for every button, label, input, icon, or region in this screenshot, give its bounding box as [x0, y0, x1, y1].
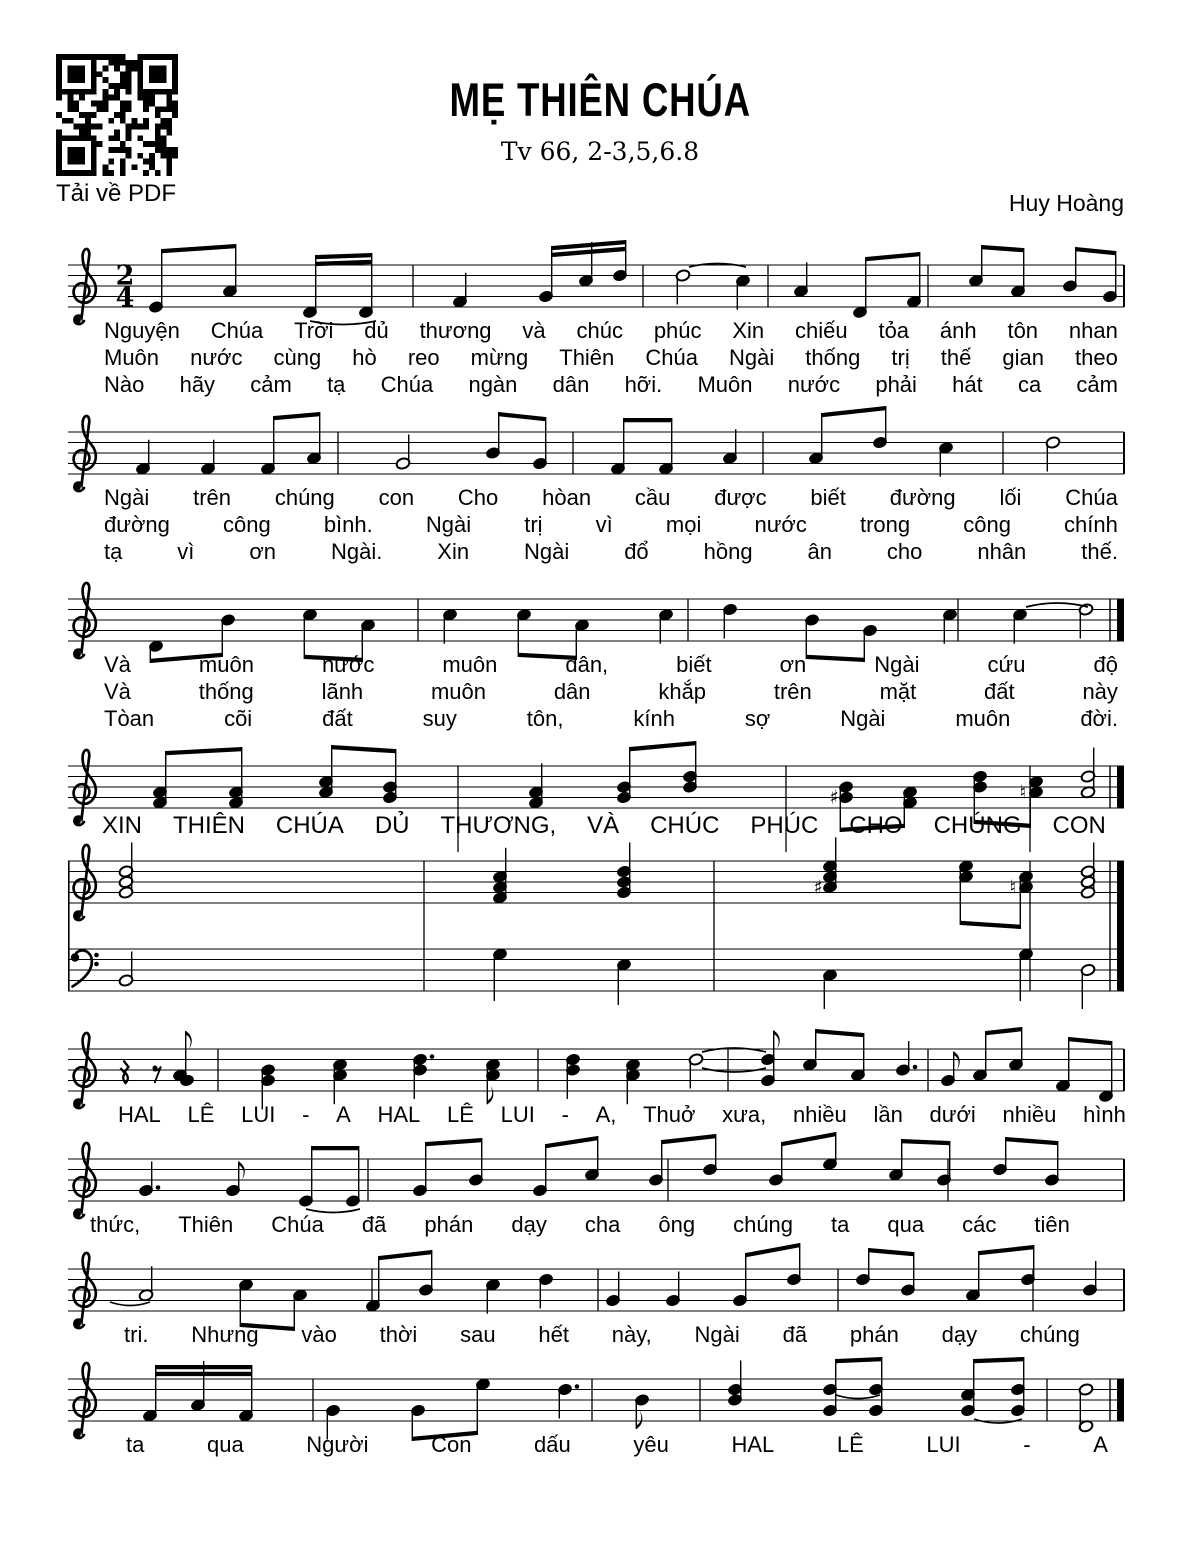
lyric-word: DỦ — [374, 812, 410, 839]
lyric-word: CHÚA — [275, 812, 344, 839]
lyric-word: cảm — [250, 372, 292, 397]
lyric-word: nhân — [977, 539, 1027, 564]
download-pdf-link[interactable]: Tải về PDF — [56, 180, 177, 207]
lyric-word: THIÊN — [172, 812, 245, 839]
lyric-word: đường — [889, 485, 956, 510]
lyric-word: nhiều — [1002, 1102, 1057, 1127]
lyric-word: khắp — [658, 679, 707, 704]
lyric-word: và — [522, 318, 546, 343]
lyric-word: theo — [1075, 345, 1118, 370]
lyric-word: tỏa — [878, 318, 910, 343]
svg-text:♮: ♮ — [1019, 781, 1027, 804]
staff-system — [68, 1243, 1132, 1348]
lyric-word: muôn — [442, 652, 498, 677]
lyric-line — [68, 1211, 1132, 1238]
lyric-word: xưa, — [722, 1102, 767, 1127]
lyric-word: đất — [984, 679, 1015, 704]
lyric-word: mừng — [470, 345, 529, 370]
lyric-word: đường — [104, 512, 170, 537]
staff-notation — [68, 1133, 1132, 1211]
lyric-word: trị — [524, 512, 543, 537]
lyric-word: này — [1082, 679, 1118, 704]
lyric-word: ơn — [249, 539, 277, 564]
lyric-word: qua — [887, 1212, 925, 1237]
lyric-word: Con — [431, 1432, 472, 1457]
lyrics-block — [68, 1211, 1132, 1238]
lyric-word: hòan — [542, 485, 592, 510]
lyric-word: Chúa — [1065, 485, 1118, 510]
lyric-word: Nguyện — [104, 318, 180, 343]
lyric-word: Ngài — [874, 652, 920, 677]
lyric-word: LÊ — [836, 1432, 864, 1457]
lyric-word: trên — [193, 485, 231, 510]
lyric-line — [68, 678, 1132, 705]
lyric-line — [68, 705, 1132, 732]
lyric-word: đã — [782, 1322, 808, 1347]
lyric-word: Trời — [294, 318, 334, 343]
lyric-word: gian — [1002, 345, 1044, 370]
lyric-word: LUI — [926, 1432, 961, 1457]
piano-grand-staff — [68, 843, 1132, 1013]
lyric-word: độ — [1093, 652, 1118, 677]
lyric-word: thế — [940, 345, 972, 370]
lyric-word: reo — [407, 345, 440, 370]
lyric-word: mọi — [665, 512, 702, 537]
lyric-word: ơn — [779, 652, 807, 677]
lyric-word: đổ — [624, 539, 649, 564]
lyric-word: lãnh — [321, 679, 364, 704]
lyric-word: nước — [321, 652, 375, 677]
lyric-line — [68, 344, 1132, 371]
lyric-word: Chúa — [645, 345, 698, 370]
lyric-word: thế. — [1081, 539, 1118, 564]
lyric-word: được — [714, 485, 767, 510]
qr-block — [56, 54, 184, 208]
lyric-word: Ngài — [104, 485, 150, 510]
lyric-word: cùng — [273, 345, 322, 370]
lyric-word: PHÚC — [750, 812, 819, 839]
lyric-word: Và — [104, 652, 131, 677]
lyric-word: CHÚNG — [933, 812, 1022, 839]
lyric-word: này, — [611, 1322, 652, 1347]
staff-notation — [68, 843, 1132, 1013]
lyric-word: A, — [595, 1102, 617, 1127]
lyric-word: nhiều — [792, 1102, 847, 1127]
lyric-word: cảm — [1076, 372, 1118, 397]
lyric-word: Ngài — [425, 512, 472, 537]
lyric-word: cha — [584, 1212, 621, 1237]
lyric-line — [68, 1431, 1132, 1458]
lyrics-block — [68, 484, 1132, 565]
lyric-word: công — [222, 512, 271, 537]
lyric-word: CON — [1052, 812, 1106, 839]
song-title: MẸ THIÊN CHÚA — [449, 73, 751, 126]
lyric-word: suy — [422, 706, 457, 731]
lyric-word: lối — [999, 485, 1022, 510]
lyric-word: Muôn — [104, 345, 160, 370]
lyric-word: Tòan — [104, 706, 155, 731]
lyrics-block — [68, 651, 1132, 732]
svg-text:♯: ♯ — [829, 786, 839, 809]
svg-text:♯: ♯ — [813, 876, 823, 899]
lyric-word: A — [1093, 1432, 1108, 1457]
lyric-word: ta — [126, 1432, 145, 1457]
lyric-word: Xin — [437, 539, 470, 564]
lyric-word: Thuở — [643, 1102, 696, 1127]
lyrics-block — [68, 317, 1132, 398]
lyric-word: dạy — [941, 1322, 978, 1347]
lyric-word: đã — [361, 1212, 387, 1237]
lyric-word: Nhưng — [191, 1322, 259, 1347]
lyric-word: tiên — [1034, 1212, 1070, 1237]
lyric-word: biết — [676, 652, 712, 677]
staff-notation — [68, 573, 1132, 651]
staff-notation — [68, 239, 1132, 317]
lyric-word: con — [378, 485, 415, 510]
lyric-word: LÊ — [447, 1102, 474, 1127]
staff-system — [68, 239, 1132, 398]
lyric-word: qua — [206, 1432, 244, 1457]
lyric-word: HAL — [731, 1432, 775, 1457]
lyric-word: VÀ — [587, 812, 620, 839]
lyric-word: ta — [831, 1212, 850, 1237]
lyric-word: vì — [177, 539, 195, 564]
lyric-word: công — [963, 512, 1011, 537]
lyric-word: nước — [754, 512, 807, 537]
lyric-word: trên — [773, 679, 812, 704]
lyric-word: ca — [1017, 372, 1042, 397]
lyric-line — [68, 651, 1132, 678]
lyric-word: CHÚC — [650, 812, 720, 839]
lyrics-block — [68, 1321, 1132, 1348]
staff-system — [68, 1133, 1132, 1238]
lyric-word: HAL — [377, 1102, 421, 1127]
lyric-line — [68, 1321, 1132, 1348]
lyric-word: nhan — [1068, 318, 1118, 343]
lyric-word: XIN — [102, 812, 143, 839]
lyric-word: dân — [553, 679, 591, 704]
lyric-word: cứu — [987, 652, 1026, 677]
lyric-word: nước — [190, 345, 243, 370]
lyric-word: Nào — [104, 372, 145, 397]
lyric-word: hết — [538, 1322, 569, 1347]
lyrics-block — [68, 812, 1132, 839]
lyric-word: Cho — [457, 485, 499, 510]
lyric-word: Xin — [732, 318, 765, 343]
lyric-word: yêu — [633, 1432, 669, 1457]
lyric-word: biết — [810, 485, 846, 510]
lyric-word: THƯƠNG, — [440, 812, 557, 839]
staff-system — [68, 1353, 1132, 1458]
lyric-word: sau — [460, 1322, 496, 1347]
lyric-word: hãy — [179, 372, 216, 397]
lyric-word: CHO — [849, 812, 903, 839]
lyric-word: Ngài — [694, 1322, 740, 1347]
lyric-line — [68, 371, 1132, 398]
lyric-word: Thiên — [178, 1212, 234, 1237]
lyric-word: thương — [419, 318, 492, 343]
lyric-word: Ngài — [840, 706, 886, 731]
lyric-word: Chúa — [380, 372, 434, 397]
staff-system — [68, 740, 1132, 839]
lyric-word: phải — [875, 372, 917, 397]
lyric-word: lần — [873, 1102, 903, 1127]
lyric-word: chúng — [1019, 1322, 1080, 1347]
lyric-word: HAL — [118, 1102, 161, 1127]
lyric-word: thời — [379, 1322, 418, 1347]
svg-text:4: 4 — [115, 282, 135, 314]
score — [68, 239, 1132, 1458]
lyrics-block — [68, 1101, 1132, 1128]
lyric-word: chúc — [576, 318, 623, 343]
lyric-word: chính — [1064, 512, 1118, 537]
lyric-word: dạy — [511, 1212, 547, 1237]
lyric-word: dấu — [534, 1432, 571, 1457]
lyric-word: vì — [595, 512, 613, 537]
lyric-line — [68, 1101, 1132, 1128]
lyric-word: LUI — [241, 1102, 276, 1127]
lyric-word: muôn — [198, 652, 254, 677]
lyric-line — [68, 511, 1132, 538]
lyric-word: Và — [104, 679, 131, 704]
lyric-word: muôn — [430, 679, 487, 704]
lyric-word: hình — [1083, 1102, 1126, 1127]
lyric-word: dân, — [565, 652, 609, 677]
lyric-word: thống — [805, 345, 861, 370]
lyric-word: dủ — [364, 318, 389, 343]
lyric-word: cho — [886, 539, 923, 564]
lyric-word: - — [1023, 1432, 1031, 1457]
lyric-word: Thiên — [559, 345, 615, 370]
lyric-word: Ngài — [728, 345, 775, 370]
lyric-word: tôn, — [526, 706, 564, 731]
lyric-word: ánh — [939, 318, 977, 343]
staff-system — [68, 573, 1132, 732]
staff-notation — [68, 1353, 1132, 1431]
lyric-line — [68, 538, 1132, 565]
lyric-word: các — [962, 1212, 997, 1237]
lyric-word: ông — [658, 1212, 696, 1237]
staff-notation — [68, 406, 1132, 484]
lyric-word: đời. — [1080, 706, 1118, 731]
lyric-line — [68, 317, 1132, 344]
staff-notation — [68, 1243, 1132, 1321]
lyric-word: LUI — [500, 1102, 535, 1127]
song-subtitle: Tv 66, 2-3,5,6.8 — [500, 137, 700, 166]
lyric-word: ngàn — [468, 372, 518, 397]
lyric-word: A — [336, 1102, 351, 1127]
lyric-word: - — [302, 1102, 310, 1127]
lyric-word: tôn — [1007, 318, 1039, 343]
lyric-word: vào — [301, 1322, 337, 1347]
lyric-line — [68, 484, 1132, 511]
lyric-word: mặt — [879, 679, 917, 704]
lyrics-block — [68, 1431, 1132, 1458]
lyric-word: nước — [787, 372, 841, 397]
lyric-word: chúng — [274, 485, 335, 510]
composer-name: Huy Hoàng — [1008, 190, 1124, 216]
lyric-word: tạ — [104, 539, 123, 564]
lyric-word: Muôn — [697, 372, 753, 397]
lyric-word: phúc — [653, 318, 702, 343]
lyric-word: cầu — [634, 485, 671, 510]
lyric-word: muôn — [955, 706, 1011, 731]
lyric-word: phán — [424, 1212, 474, 1237]
lyric-word: phán — [849, 1322, 899, 1347]
lyric-word: chúng — [733, 1212, 794, 1237]
qr-code — [56, 54, 178, 176]
lyric-word: dân — [552, 372, 590, 397]
lyric-word: thức, — [90, 1212, 141, 1237]
lyric-word: ân — [807, 539, 832, 564]
lyric-word: trị — [891, 345, 910, 370]
lyric-line — [68, 812, 1132, 839]
lyric-word: hỡi. — [624, 372, 663, 397]
lyric-word: - — [561, 1102, 569, 1127]
lyric-word: dưới — [929, 1102, 976, 1127]
lyric-word: sợ — [744, 706, 771, 731]
lyric-word: trong — [859, 512, 911, 537]
lyric-word: Chúa — [271, 1212, 324, 1237]
lyric-word: cõi — [224, 706, 253, 731]
lyric-word: chiếu — [795, 318, 848, 343]
lyric-word: hò — [352, 345, 377, 370]
lyric-word: tạ — [327, 372, 346, 397]
lyric-word: đất — [322, 706, 353, 731]
lyric-word: Ngài — [524, 539, 570, 564]
staff-system — [68, 406, 1132, 565]
svg-text:♮: ♮ — [1009, 876, 1017, 899]
lyric-word: Người — [306, 1432, 369, 1457]
lyric-word: Chúa — [210, 318, 264, 343]
lyric-word: kính — [633, 706, 675, 731]
lyric-word: bình. — [323, 512, 373, 537]
staff-notation — [68, 1023, 1132, 1101]
lyric-word: LÊ — [187, 1102, 215, 1127]
lyric-word: hát — [952, 372, 983, 397]
lyric-word: Ngài. — [330, 539, 383, 564]
lyric-word: hồng — [703, 539, 753, 564]
lyric-word: tri. — [124, 1322, 149, 1347]
lyric-word: thống — [198, 679, 254, 704]
staff-system — [68, 1023, 1132, 1128]
svg-text:2: 2 — [115, 260, 135, 292]
